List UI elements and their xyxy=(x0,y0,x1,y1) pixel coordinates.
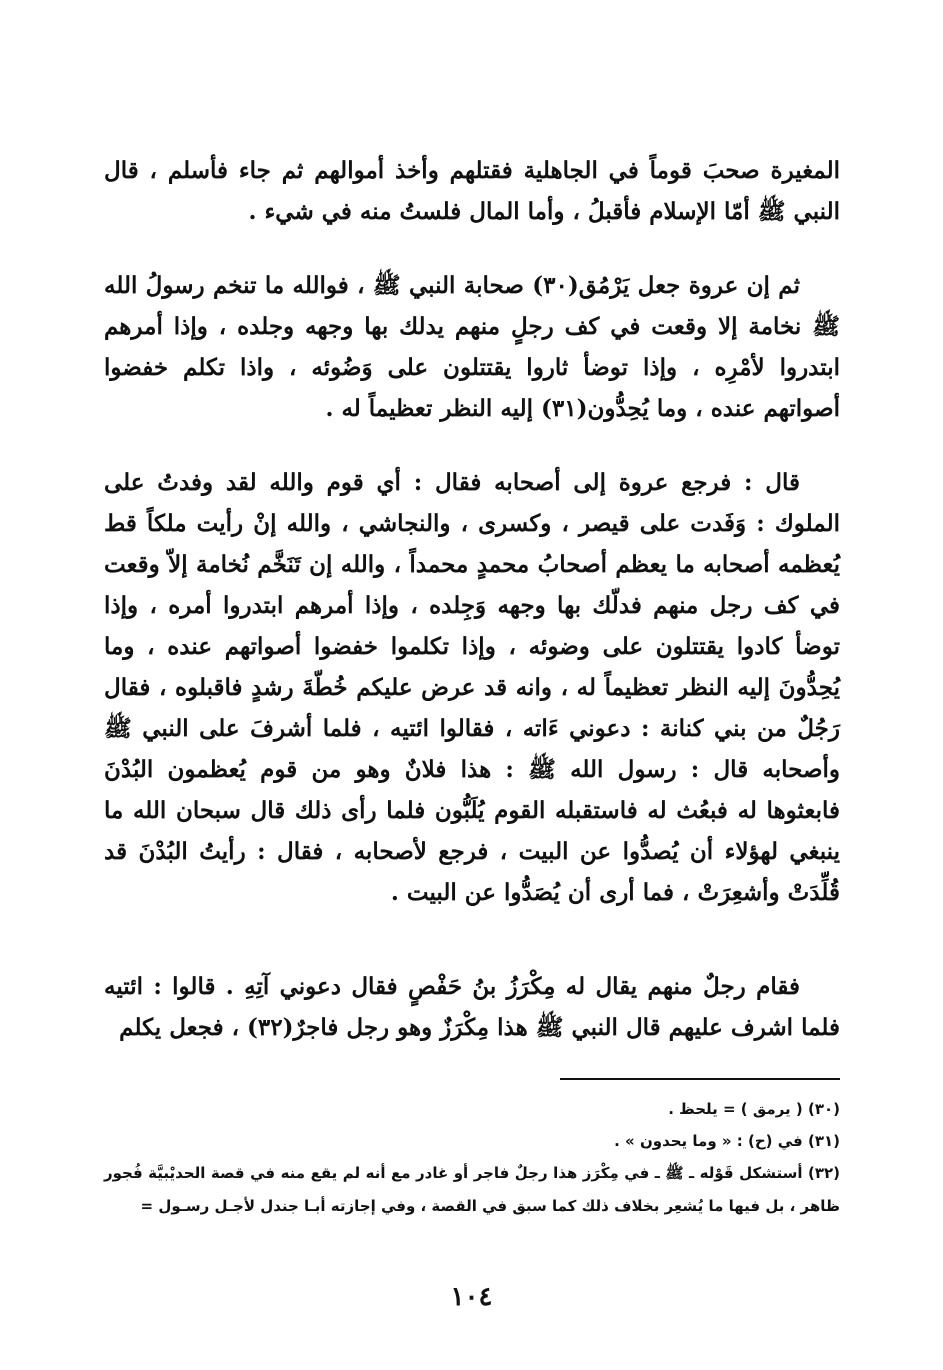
paragraph-text: قال : فرجع عروة إلى أصحابه فقال : أي قوم والله لقد وفدتُ على الملوك : وَفَدت على قيصر ، وكسرى ، والنجاشي ، والله إنْ رأيت ملكاً قط يُعظمه أصحابه ما يعظم أصحابُ محمدٍ محمداً ، والله إن تَنَخَّم نُخامة إلاّ وقعت في كف رجل منهم فدلّك بها وجهه وَجِلده ، وإذا أمرهم ابتدروا أمره ، وإذا توضأ كادوا يقتتلون على وضوئه ، وإذا تكلموا خفضوا أصواتهم عنده ، وما يُحِدُّونَ إليه النظر تعظيماً له ، وانه قد عرض عليكم خُطّةَ رشدٍ فاقبلوه ، فقال رَجُلٌ من بني كنانة : دعوني ءَاته ، فقالوا ائتيه ، فلما أشرفَ على النبي ﷺ وأصحابه قال : رسول الله ﷺ : هذا فلانٌ وهو من قوم يُعظمون البُدْنَ فابعثوها له فبعُث له فاستقبله القوم يُلَبُّون فلما رأى ذلك قال سبحان الله ما ينبغي لهؤلاء أن يُصدُّوا عن البيت ، فرجع لأصحابه ، فقال : رأيتُ البُدْنَ قد قُلِّدَتْ وأشعِرَتْ ، فما أرى أن يُصَدُّوا عن البيت . xyxy=(104,469,841,906)
footnotes-section xyxy=(104,1093,840,1223)
footnote-31: (٣١) في (ح) : « وما يحدون » . xyxy=(614,1132,840,1150)
paragraph-4 xyxy=(104,966,840,1048)
paragraph-text: فقام رجلٌ منهم يقال له مِكْرَزُ بنُ حَفْصٍ فقال دعوني آتِهِ . قالوا : ائتيه فلما اشرف عليهم قال النبي ﷺ هذا مِكْرَزٌ وهو رجل فاجرٌ(٣٢) ، فجعل يكلم xyxy=(104,973,840,1041)
paragraph-text: المغيرة صحبَ قوماً في الجاهلية فقتلهم وأخذ أموالهم ثم جاء فأسلم ، قال النبي ﷺ أمّا الإسلام فأقبلُ ، وأما المال فلستُ منه في شيء . xyxy=(104,157,840,225)
footnote-30: (٣٠) ( يرمق ) = يلحظ . xyxy=(668,1100,840,1118)
footnote-32: (٣٢) أستشكل قَوْله ـ ﷺ ـ في مِكْرَز هذا رجلٌ فاجر أو غادر مع أنه لم يقع منه في قصة الحديْبيَّة فُجور ظاهر ، بل فيها ما يُشعِر بخلاف ذلك كما سبق في القصة ، وفي إجازته أبـا جندل لأجـل رسـول = xyxy=(104,1164,840,1215)
paragraph-text: ثم إن عروة جعل يَرْمُق(٣٠) صحابة النبي ﷺ ، فوالله ما تنخم رسولُ الله ﷺ نخامة إلا وقعت في كف رجلٍ منهم يدلك بها وجهه وجلده ، وإذا أمرهم ابتدروا لأمْرِه ، وإذا توضأ ثاروا يقتتلون على وَضُوئه ، واذا تكلم خفضوا أصواتهم عنده ، وما يُحِدُّون(٣١) إليه النظر تعظيماً له . xyxy=(104,272,840,422)
paragraph-3 xyxy=(104,462,840,913)
paragraph-1 xyxy=(104,150,840,232)
page-number: ١٠٤ xyxy=(450,1282,493,1312)
paragraph-2 xyxy=(104,265,840,429)
footnote-divider xyxy=(560,1078,840,1080)
